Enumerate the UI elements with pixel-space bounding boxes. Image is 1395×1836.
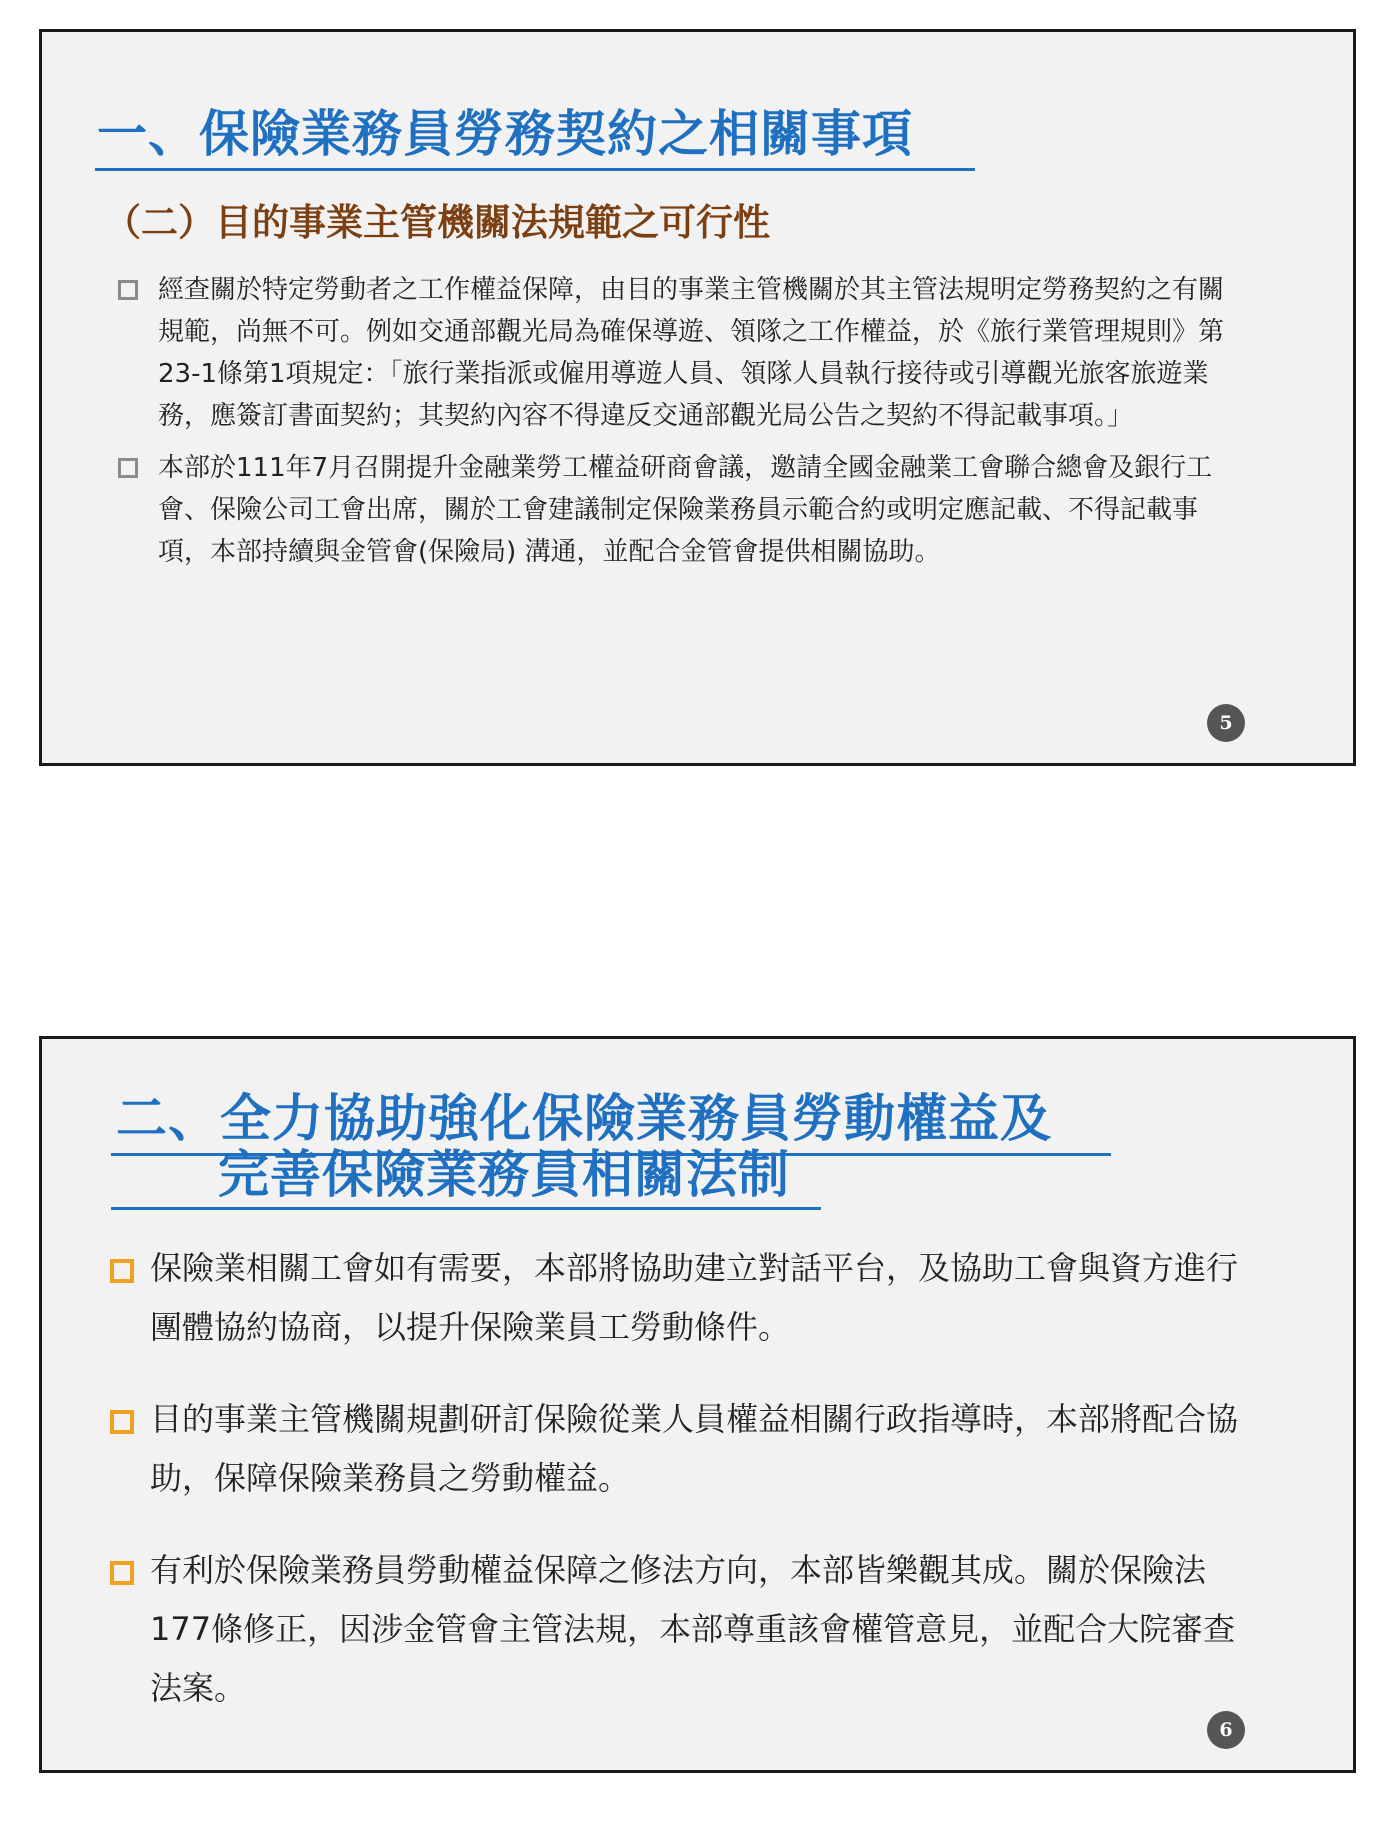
- list-item: [118, 447, 1238, 573]
- page-number-badge: 5: [1207, 704, 1245, 742]
- title-underline: [95, 168, 975, 171]
- list-item-text: 經查關於特定勞動者之工作權益保障，由目的事業主管機關於其主管法規明定勞務契約之有關規範，尚無不可。例如交通部觀光局為確保導遊、領隊之工作權益，於《旅行業管理規則》第23-1條第1項規定：「旅行業指派或僱用導遊人員、領隊人員執行接待或引導觀光旅客旅遊業務，應簽訂書面契約；其契約內容不得違反交通部觀光局公告之契約不得記載事項。」: [158, 275, 1225, 431]
- square-bullet-icon: [118, 280, 138, 300]
- list-item: [118, 269, 1238, 437]
- slide-6: [39, 1036, 1356, 1773]
- bullet-list: [110, 1239, 1260, 1751]
- list-item: [110, 1541, 1260, 1718]
- list-item: [110, 1390, 1260, 1508]
- square-bullet-icon: [118, 458, 138, 478]
- list-item: [110, 1239, 1260, 1357]
- slide-title-line-1: 二、全力協助強化保險業務員勞動權益及: [116, 1090, 1053, 1149]
- slide-title: 一、保險業務員勞務契約之相關事項: [97, 105, 913, 163]
- square-bullet-icon: [110, 1561, 134, 1585]
- square-bullet-icon: [110, 1410, 134, 1434]
- list-item-text: 目的事業主管機關規劃研訂保險從業人員權益相關行政指導時，本部將配合協助，保障保險業務員之勞動權益。: [150, 1400, 1239, 1497]
- page-number-badge: 6: [1207, 1711, 1245, 1749]
- square-bullet-icon: [110, 1259, 134, 1283]
- bullet-list: [118, 269, 1238, 583]
- title-underline: [111, 1207, 821, 1210]
- slide-subtitle: （二）目的事業主管機關法規範之可行性: [104, 201, 770, 244]
- list-item-text: 有利於保險業務員勞動權益保障之修法方向，本部皆樂觀其成。關於保險法177條修正，因涉金管會主管法規，本部尊重該會權管意見，並配合大院審查法案。: [150, 1551, 1236, 1707]
- list-item-text: 保險業相關工會如有需要，本部將協助建立對話平台，及協助工會與資方進行團體協約協商，以提升保險業員工勞動條件。: [150, 1249, 1239, 1346]
- slide-5: [39, 29, 1356, 766]
- slide-title-line-2: 完善保險業務員相關法制: [218, 1146, 791, 1205]
- list-item-text: 本部於111年7月召開提升金融業勞工權益研商會議，邀請全國金融業工會聯合總會及銀行工會、保險公司工會出席，關於工會建議制定保險業務員示範合約或明定應記載、不得記載事項，本部持續與金管會(保險局) 溝通，並配合金管會提供相關協助。: [158, 453, 1213, 567]
